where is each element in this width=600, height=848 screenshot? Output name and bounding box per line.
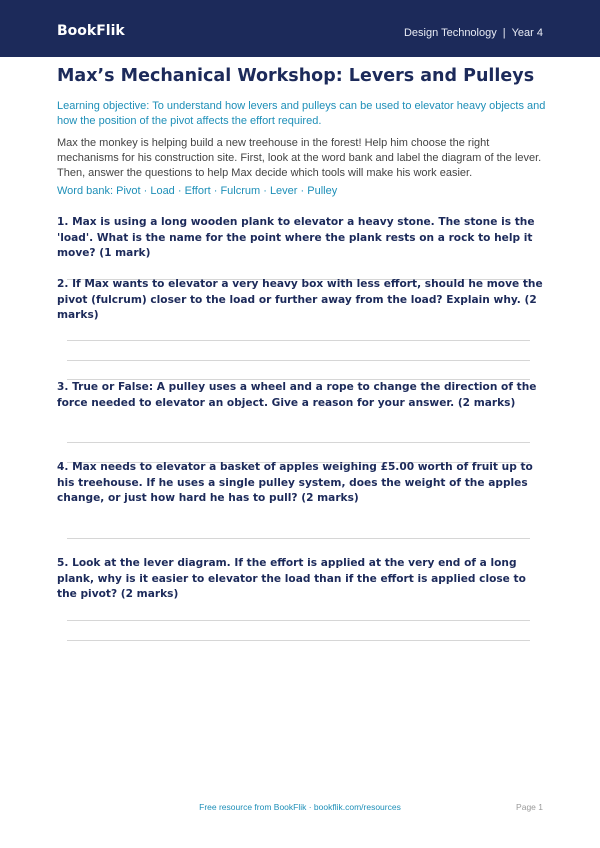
brand-logo: BookFlik: [57, 23, 125, 39]
question-2: 2. If Max wants to elevator a very heavy box with less effort, should he move the pivot (fulcrum) closer to the load or further away from the load? Explain why. (2 marks): [57, 278, 543, 322]
year-label: Year 4: [511, 27, 543, 39]
question-4: 4. Max needs to elevator a basket of apples weighing £5.00 worth of fruit up to his treehouse. If he uses a single pulley system, does the weight of the apples change, or just how hard he has to pull? (2 marks): [57, 461, 533, 505]
answer-line-5a[interactable]: [67, 620, 530, 621]
answer-line-2b[interactable]: [67, 360, 530, 361]
answer-line-3a[interactable]: [67, 379, 530, 380]
intro-paragraph: Max the monkey is helping build a new treehouse in the forest! Help him choose the right mechanisms for his construction site. First, look at the word bank and label the diagram of the lever. Then, answer the questions to help Max decide which tools will make his work easier.: [57, 137, 542, 179]
subject-name: Design Technology: [403, 27, 497, 39]
footer-credit: Free resource from BookFlik · bookflik.com/resources: [199, 802, 401, 812]
subject-label: [404, 27, 543, 39]
worksheet-title: Max’s Mechanical Workshop: Levers and Pulleys: [57, 66, 535, 86]
answer-line-2a[interactable]: [67, 340, 530, 341]
question-1: 1. Max is using a long wooden plank to elevator a heavy stone. The stone is the 'load'. What is the name for the point where the plank rests on a rock to help it move? (1 mark): [57, 216, 535, 260]
subject-separator: |: [502, 27, 506, 39]
header-bar: [0, 0, 600, 57]
word-bank: Word bank: Pivot · Load · Effort · Fulcrum · Lever · Pulley: [57, 185, 338, 197]
answer-line-5b[interactable]: [67, 640, 530, 641]
question-3: 3. True or False: A pulley uses a wheel and a rope to change the direction of the force needed to elevator an object. Give a reason for your answer. (2 marks): [57, 381, 537, 409]
answer-line-3b[interactable]: [67, 442, 530, 443]
question-5: 5. Look at the lever diagram. If the effort is applied at the very end of a long plank, why is it easier to elevator the load than if the effort is applied close to the pivot? (2 marks): [57, 557, 526, 601]
page-number: Page 1: [516, 802, 543, 812]
learning-objective: Learning objective: To understand how levers and pulleys can be used to elevator heavy objects and how the position of the pivot affects the effort required.: [57, 100, 546, 127]
answer-line-4a[interactable]: [67, 538, 530, 539]
